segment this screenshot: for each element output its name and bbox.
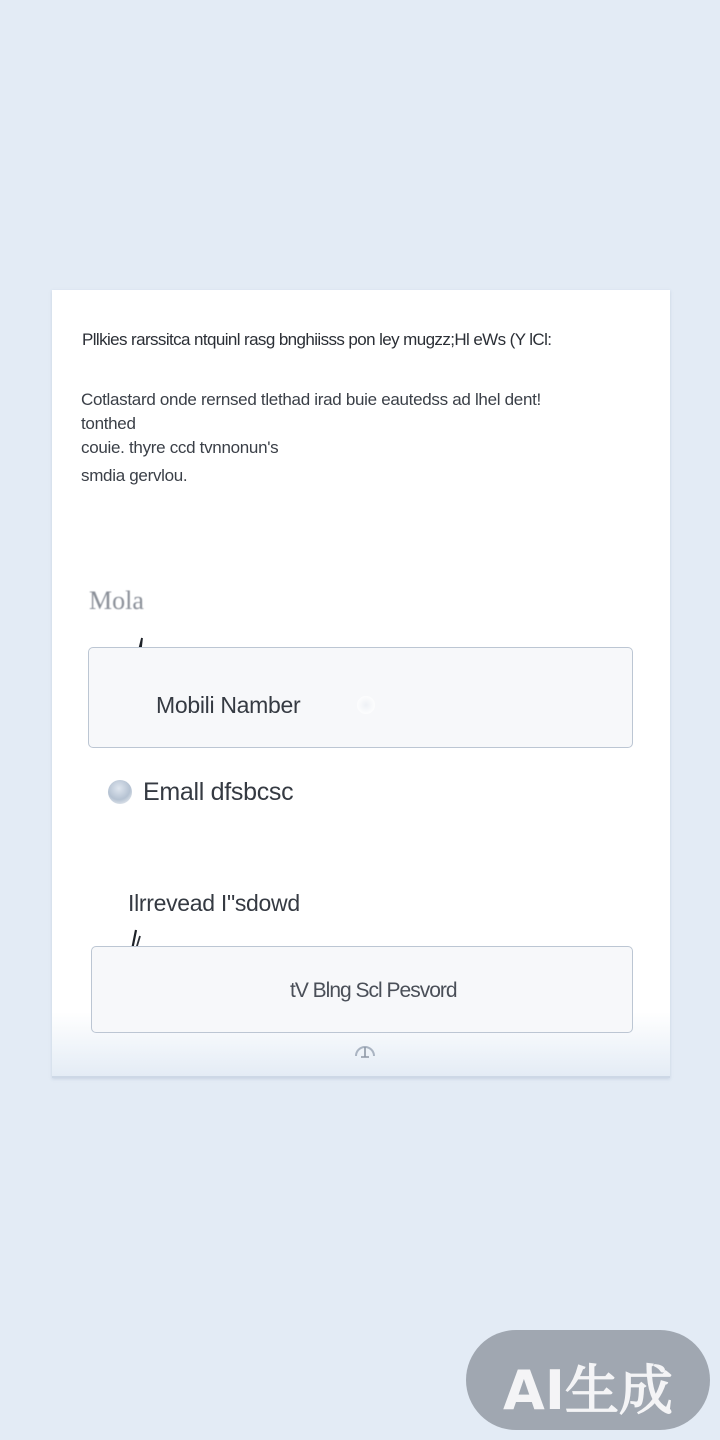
mobile-number-field[interactable]	[88, 647, 633, 748]
watermark-text: AI生成	[503, 1359, 673, 1422]
mobile-number-value: Mobili Namber	[156, 692, 301, 718]
section-label: Mola	[89, 586, 144, 615]
description-line: tonthed	[81, 414, 136, 433]
form-card	[52, 290, 670, 1078]
refresh-icon[interactable]	[352, 1040, 378, 1062]
password-label: Ilrrevead I"sdowd	[128, 890, 300, 916]
password-button[interactable]	[91, 946, 633, 1033]
description-line: Cotlastard onde rernsed tlethad irad buie eautedss ad lhel dent!	[81, 390, 541, 409]
form-description	[81, 388, 641, 488]
form-header: Pllkies rarssitca ntquinl rasg bnghiisss pon ley mugzz;Hl eWs (Y lCl:	[82, 330, 552, 349]
description-line: couie. thyre ccd tvnnonun's	[81, 438, 279, 457]
description-line: smdia gervlou.	[81, 466, 188, 485]
field-indicator	[357, 696, 375, 714]
ai-generated-watermark	[466, 1330, 710, 1430]
password-button-label: tV Blng Scl Pesvord	[290, 979, 457, 1002]
email-radio[interactable]	[108, 780, 132, 804]
email-option-label: Emall dfsbcsc	[143, 778, 294, 806]
